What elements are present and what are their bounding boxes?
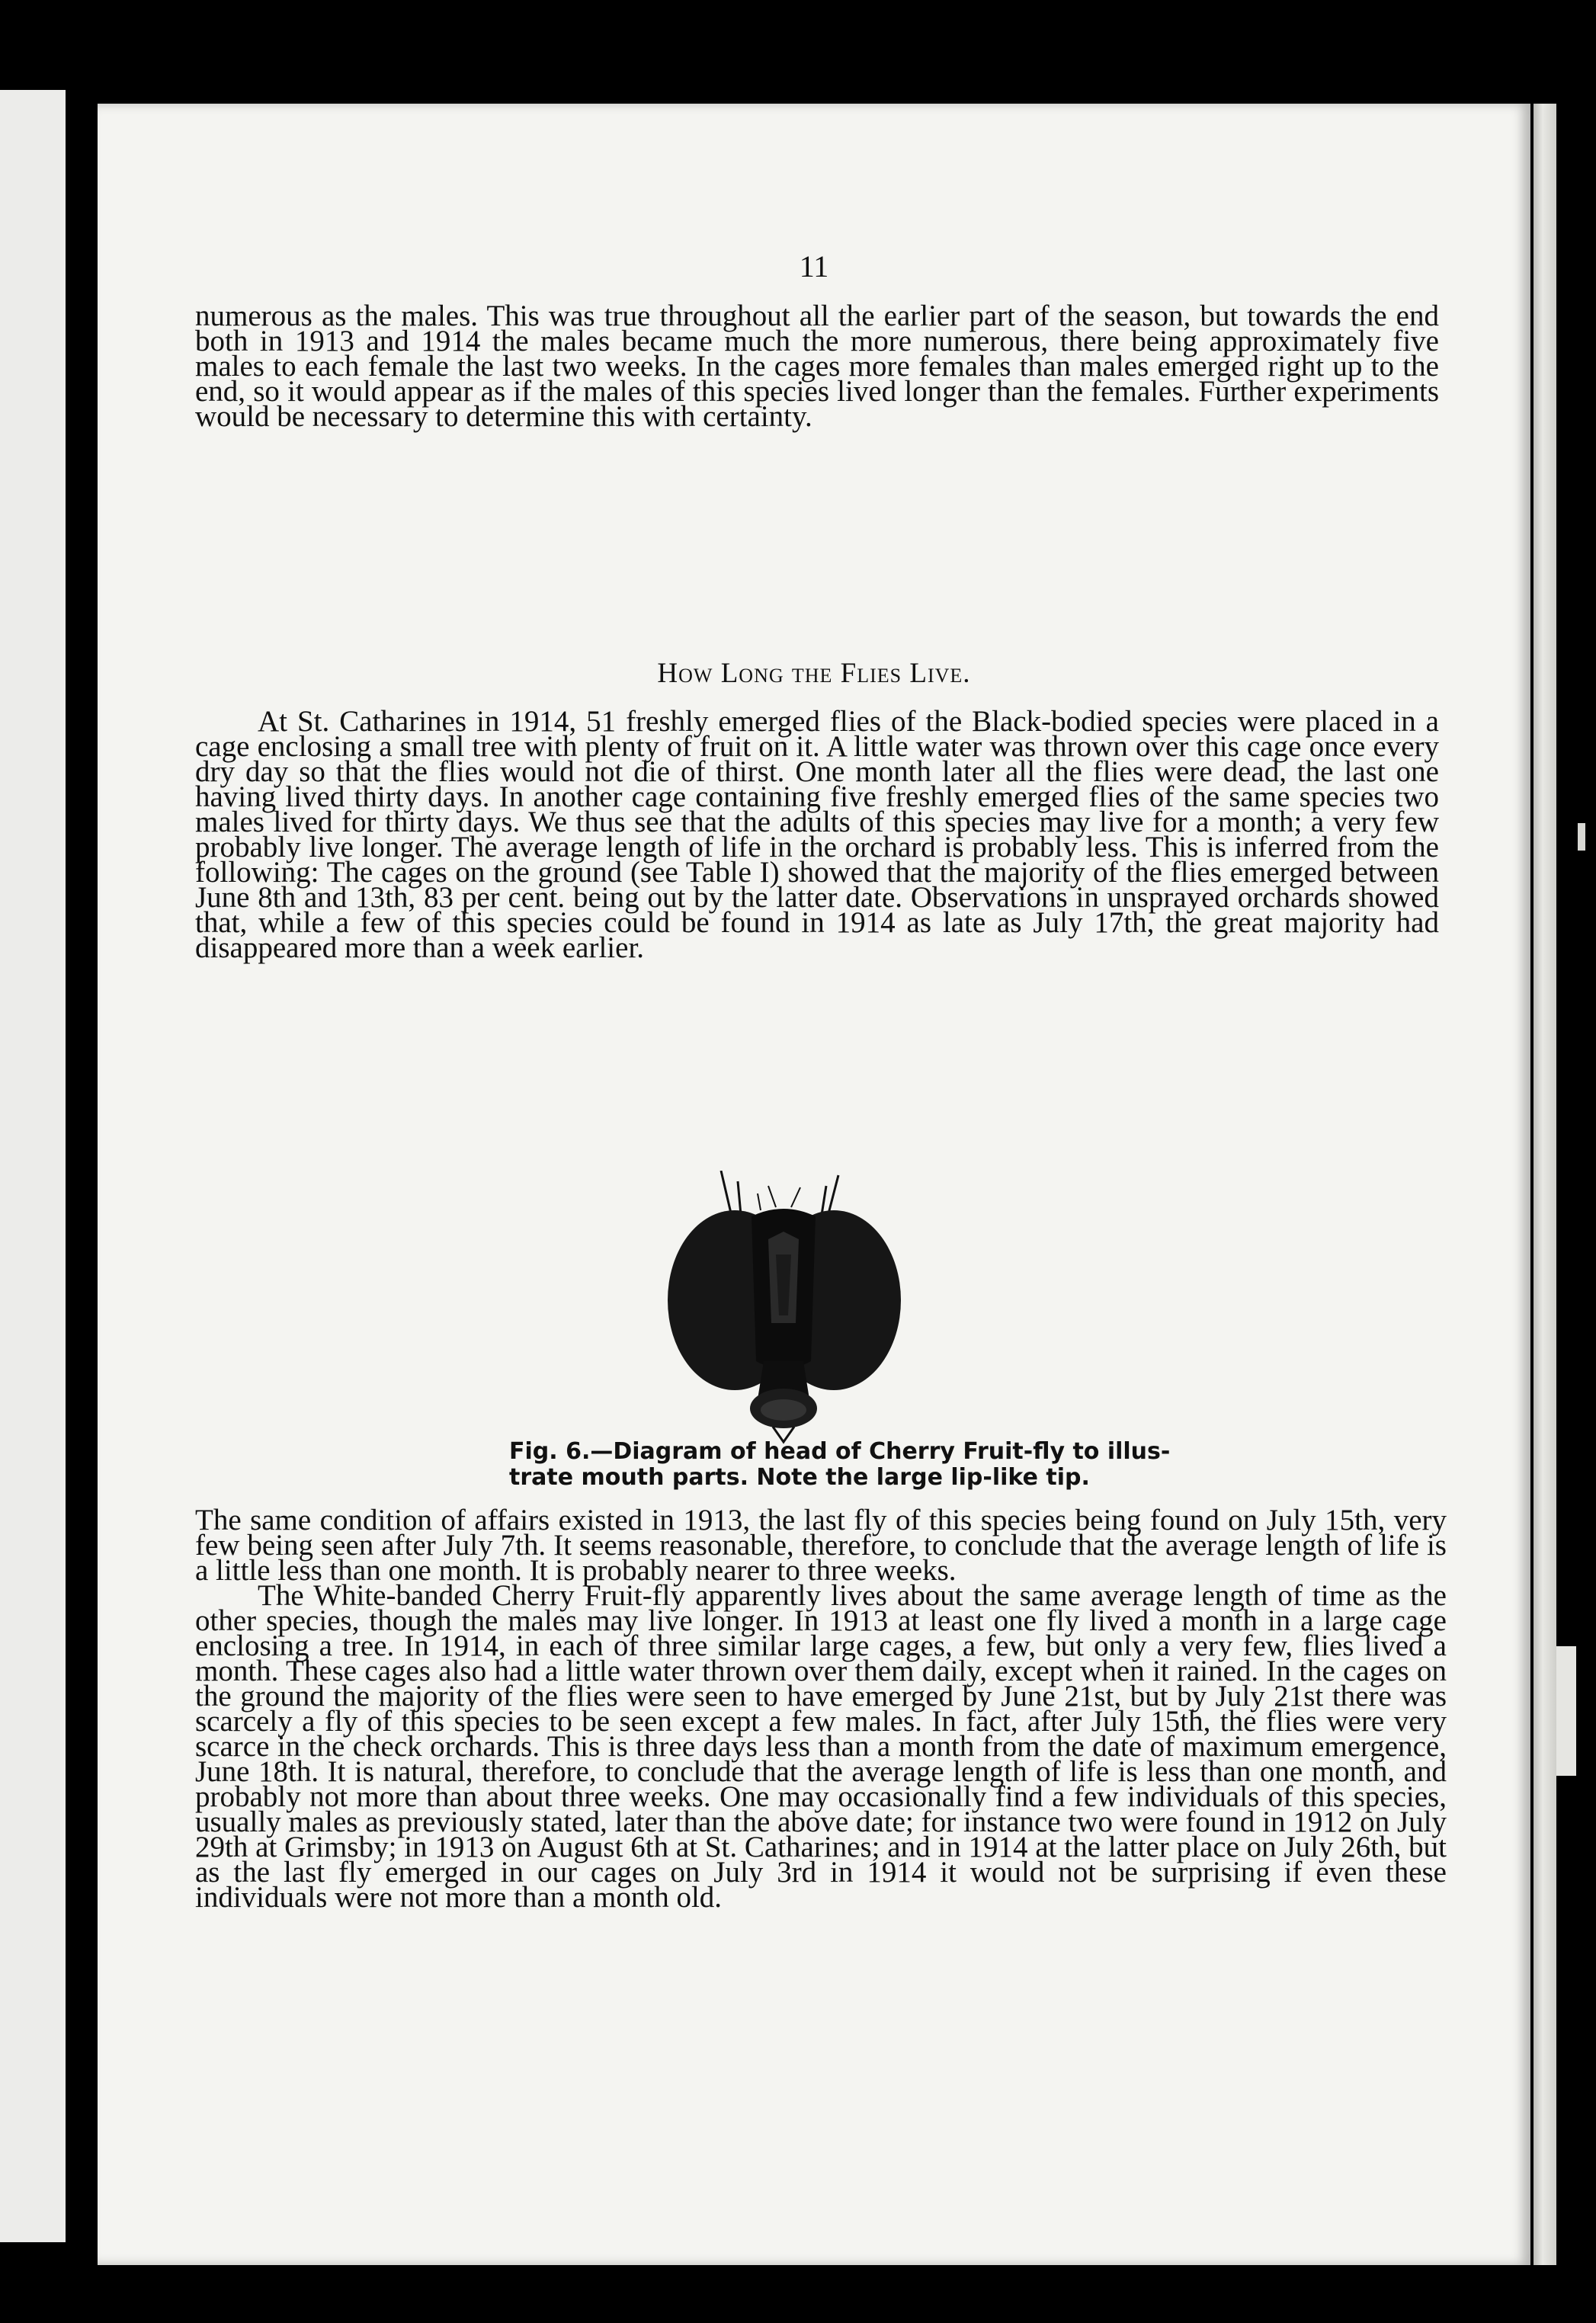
scan-artifact	[1578, 823, 1585, 851]
text-block-top	[195, 300, 1439, 433]
facing-page-edge	[0, 90, 66, 2242]
paragraph: numerous as the males. This was true throughout all the earlier part of the season, but towards the end both in 1913 and 1914 the males became much the more numerous, there being approximately five males to each female the last two weeks. In the cages more females than males emerged right up to the end, so it would appear as if the males of this species lived longer than the females. Further experiments would be necessary to determine this with certainty.	[195, 300, 1439, 433]
scan-artifact	[1556, 1646, 1576, 1776]
text-block-middle	[195, 705, 1439, 964]
paragraph: The White-banded Cherry Fruit-fly apparently lives about the same average length of time as the other species, though the males may live longer. In 1913 at least one fly lived a month in a large cage enclosing a tree. In 1914, in each of three similar large cages, a few, but only a very few, flies lived a month. These cages also had a little water thrown over them daily, except when it rained. In the cages on the ground the majority of the flies were seen to have emerged by June 21st, but by July 21st there was scarcely a fly of this species to be seen except a few males. In fact, after July 15th, the flies were very scarce in the check orchards. This is three days less than a month from the date of maximum emergence, June 18th. It is natural, therefore, to conclude that the average length of life is less than one month, and probably not more than about three weeks. One may occasionally find a few individuals of this species, usually males as previously stated, later than the above date; for instance two were found in 1912 on July 29th at Grimsby; in 1913 on August 6th at St. Catharines; and in 1914 at the latter place on July 26th, but as the last fly emerged in our cages on July 3rd in 1914 it would not be surprising if even these individuals were not more than a month old.	[195, 1579, 1447, 1914]
document-page	[98, 104, 1530, 2265]
section-heading: How Long the Flies Live.	[657, 658, 971, 689]
page-edge-shadow	[1534, 104, 1556, 2265]
figure-caption	[509, 1439, 1271, 1491]
paragraph: At St. Catharines in 1914, 51 freshly emerged flies of the Black-bodied species were placed in a cage enclosing a small tree with plenty of fruit on it. A little water was thrown over this cage once every dry day so that the flies would not die of thirst. One month later all the flies were dead, the last one having lived thirty days. In another cage containing five freshly emerged flies of the same species two males lived for thirty days. We thus see that the adults of this species may live for a month; a very few probably live longer. The average length of life in the orchard is probably less. This is inferred from the following: The cages on the ground (see Table I) showed that the majority of the flies emerged between June 8th and 13th, 83 per cent. being out by the latter date. Observations in unsprayed orchards showed that, while a few of this species could be found in 1914 as late as July 17th, the great majority had disappeared more than a week earlier.	[195, 705, 1439, 964]
text-block-bottom	[195, 1504, 1447, 1914]
caption-line: trate mouth parts. Note the large lip-like tip.	[509, 1464, 1090, 1491]
page-number: 11	[799, 249, 829, 284]
paragraph: The same condition of affairs existed in 1913, the last fly of this species being found on July 15th, very few being seen after July 7th. It seems reasonable, therefore, to conclude that the average length of life is a little less than one month. It is probably nearer to three weeks.	[195, 1504, 1447, 1587]
fly-head-illustration-icon	[662, 1171, 905, 1445]
caption-line: Fig. 6.—Diagram of head of Cherry Fruit-fly to illus-	[509, 1438, 1171, 1465]
